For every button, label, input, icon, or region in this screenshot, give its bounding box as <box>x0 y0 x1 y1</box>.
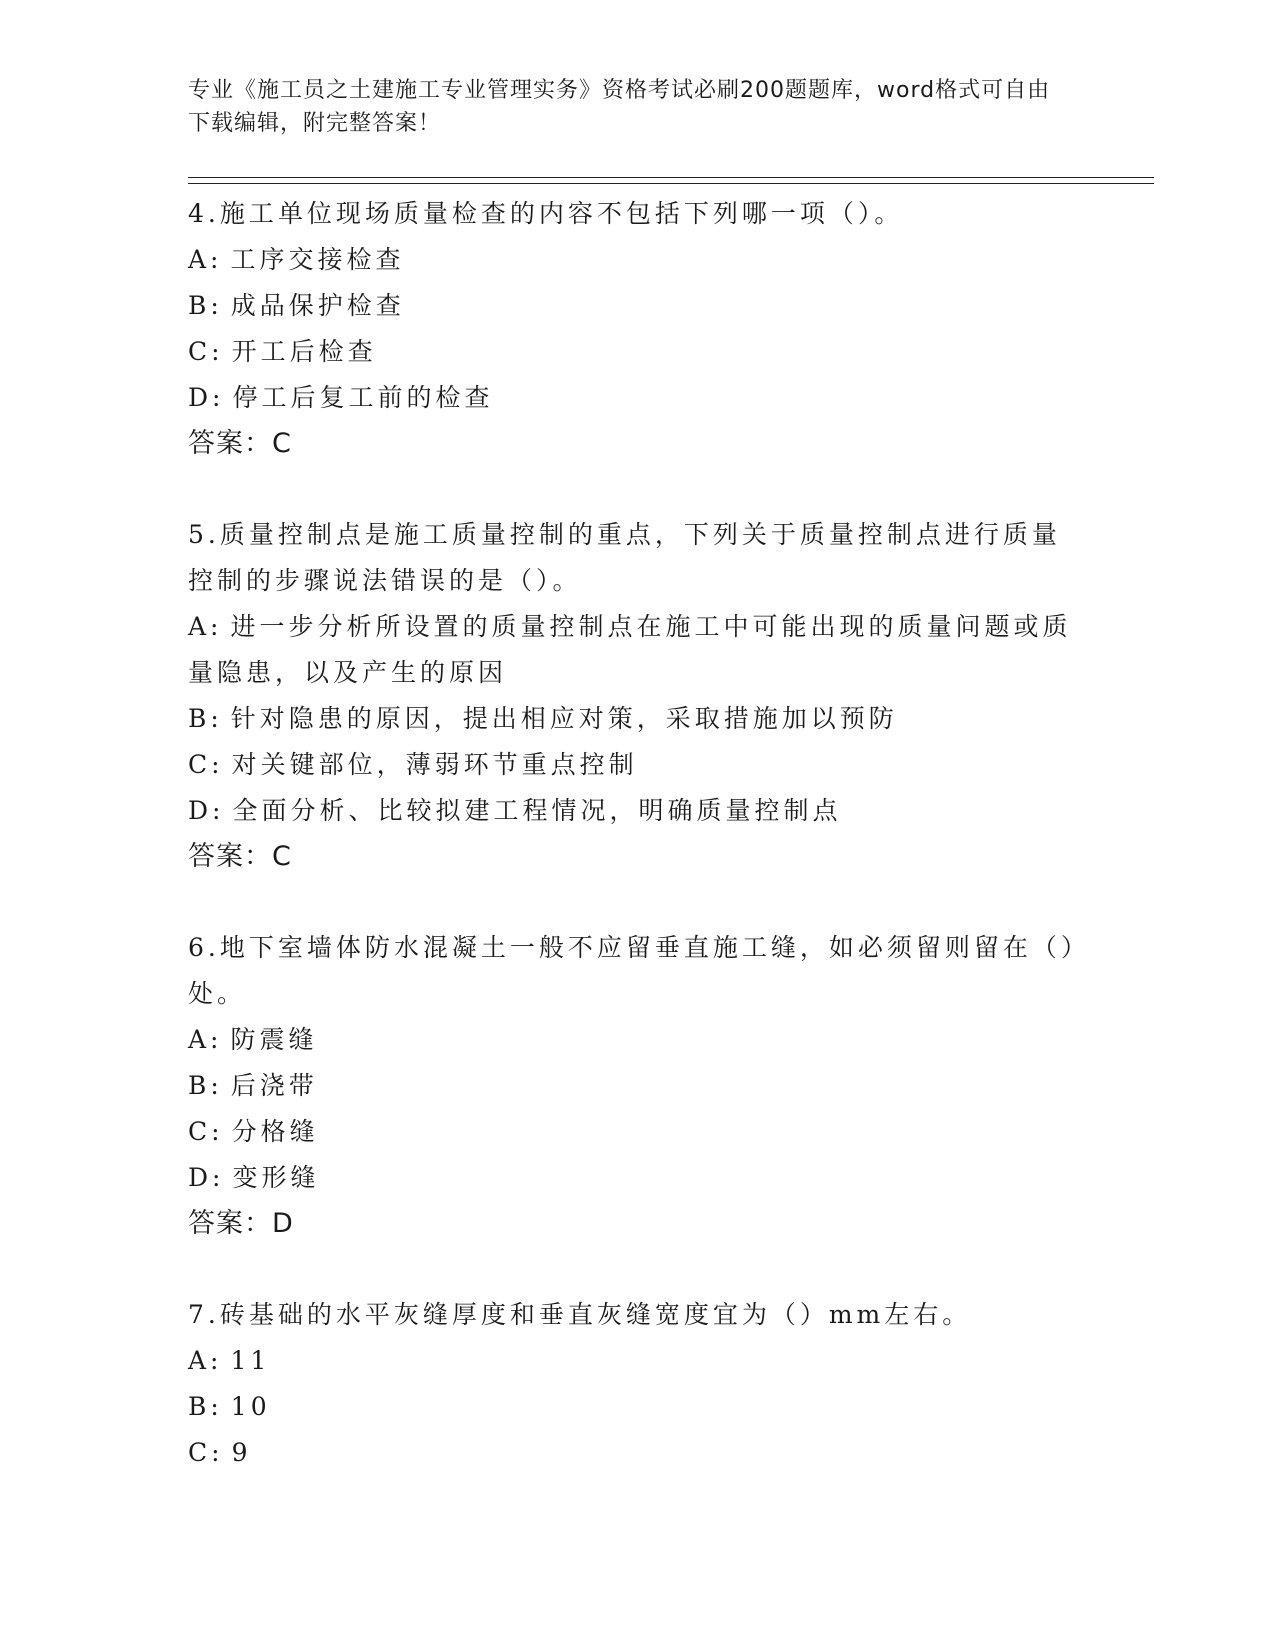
question-6 <box>188 925 1088 1247</box>
option-b <box>188 283 1088 329</box>
option-letter: B: <box>188 1392 223 1421</box>
option-c <box>188 1109 1088 1155</box>
option-text: 进一步分析所设置的质量控制点在施工中可能出现的质量问题或质量隐患，以及产生的原因 <box>188 612 1072 687</box>
answer: 答案：C <box>188 428 292 459</box>
option-letter: B: <box>188 1071 223 1100</box>
option-b <box>188 1384 1088 1430</box>
option-letter: D: <box>188 796 225 825</box>
question-4 <box>188 191 1088 467</box>
question-stem: 4.施工单位现场质量检查的内容不包括下列哪一项（）。 <box>188 199 904 228</box>
option-b <box>188 1063 1088 1109</box>
option-letter: B: <box>188 704 223 733</box>
option-text: 变形缝 <box>232 1163 320 1192</box>
option-text: 开工后检查 <box>231 337 377 366</box>
option-letter: D: <box>188 1163 225 1192</box>
option-letter: D: <box>188 383 225 412</box>
option-text: 10 <box>230 1392 271 1421</box>
option-letter: C: <box>188 1438 224 1467</box>
option-d <box>188 375 1088 421</box>
option-text: 分格缝 <box>231 1117 319 1146</box>
question-list <box>188 191 1088 1476</box>
option-letter: C: <box>188 750 224 779</box>
option-text: 11 <box>230 1346 271 1375</box>
option-a <box>188 237 1088 283</box>
option-a <box>188 1017 1088 1063</box>
header-divider-top <box>188 177 1154 178</box>
option-letter: C: <box>188 337 224 366</box>
option-text: 9 <box>231 1438 252 1467</box>
option-c <box>188 1430 1088 1476</box>
option-text: 工序交接检查 <box>230 245 405 274</box>
option-text: 对关键部位，薄弱环节重点控制 <box>231 750 638 779</box>
option-letter: C: <box>188 1117 224 1146</box>
answer: 答案：D <box>188 1208 294 1239</box>
option-letter: A: <box>188 612 223 641</box>
option-b <box>188 696 1088 742</box>
question-7 <box>188 1292 1088 1476</box>
header-divider-bottom <box>188 183 1154 184</box>
document-header <box>188 74 1068 140</box>
document-title: 专业《施工员之土建施工专业管理实务》资格考试必刷200题题库，word格式可自由下载编辑，附完整答案！ <box>188 78 1051 136</box>
question-stem: 5.质量控制点是施工质量控制的重点，下列关于质量控制点进行质量控制的步骤说法错误的是（）。 <box>188 520 1061 595</box>
option-text: 防震缝 <box>230 1025 318 1054</box>
option-d <box>188 788 1088 834</box>
option-text: 成品保护检查 <box>230 291 405 320</box>
option-d <box>188 1155 1088 1201</box>
option-letter: B: <box>188 291 223 320</box>
option-letter: A: <box>188 245 223 274</box>
option-a <box>188 1338 1088 1384</box>
option-c <box>188 742 1088 788</box>
answer: 答案：C <box>188 841 292 872</box>
option-letter: A: <box>188 1346 223 1375</box>
option-letter: A: <box>188 1025 223 1054</box>
option-text: 全面分析、比较拟建工程情况，明确质量控制点 <box>232 796 842 825</box>
question-5 <box>188 512 1088 880</box>
question-stem: 7.砖基础的水平灰缝厚度和垂直灰缝宽度宜为（）mm左右。 <box>188 1300 972 1329</box>
option-text: 后浇带 <box>230 1071 318 1100</box>
question-stem: 6.地下室墙体防水混凝土一般不应留垂直施工缝，如必须留则留在（）处。 <box>188 933 1078 1008</box>
option-c <box>188 329 1088 375</box>
option-a <box>188 604 1078 696</box>
option-text: 针对隐患的原因，提出相应对策，采取措施加以预防 <box>230 704 898 733</box>
option-text: 停工后复工前的检查 <box>232 383 494 412</box>
